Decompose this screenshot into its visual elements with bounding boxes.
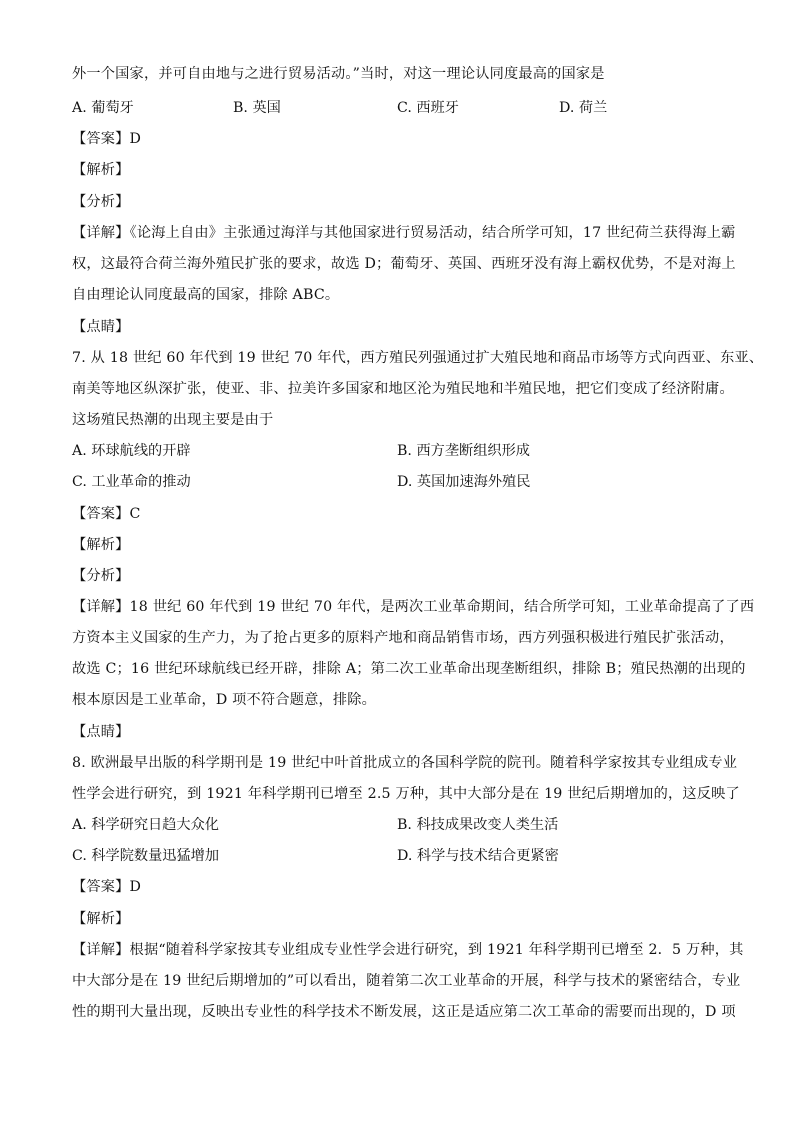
q8-detail-line: 性的期刊大量出现，反映出专业性的科学技术不断发展，这正是适应第二次工革命的需要而出现的，D 项 [72,1004,736,1020]
q6-fenxi: 【分析】 [72,194,130,210]
q6-stem-tail: 外一个国家，并可自由地与之进行贸易活动。”当时，对这一理论认同度最高的国家是 [72,66,605,82]
q8-option-b: B. 科技成果改变人类生活 [397,817,559,833]
q6-option-d: D. 荷兰 [559,100,608,116]
q6-detail-line: 权，这最符合荷兰海外殖民扩张的要求，故选 D；葡萄牙、英国、西班牙没有海上霸权优势，不是对海上 [72,256,736,272]
q7-detail-line: 方资本主义国家的生产力，为了抢占更多的原料产地和商品销售市场，西方列强积极进行殖民扩张活动， [72,630,734,646]
q6-answer: 【答案】D [72,131,142,147]
q7-detail-line: 故选 C；16 世纪环球航线已经开辟，排除 A；第二次工业革命出现垄断组织，排除 B；殖民热潮的出现的 [72,661,746,677]
q7-option-b: B. 西方垄断组织形成 [397,443,530,459]
q8-stem-line: 性学会进行研究，到 1921 年科学期刊已增至 2.5 万种，其中大部分是在 19 世纪后期增加的，这反映了 [72,786,740,802]
q8-detail-line: 【详解】根据“随着科学家按其专业组成专业性学会进行研究，到 1921 年科学期刊已增至 2．5 万种，其 [72,942,744,958]
q7-detail-line: 根本原因是工业革命，D 项不符合题意，排除。 [72,692,377,708]
q7-jiexi: 【解析】 [72,537,130,553]
q7-stem-line: 南美等地区纵深扩张，使亚、非、拉美许多国家和地区沦为殖民地和半殖民地，把它们变成了经济附庸。 [72,381,734,397]
q8-jiexi: 【解析】 [72,911,130,927]
q8-answer: 【答案】D [72,879,142,895]
q6-option-a: A. 葡萄牙 [72,100,134,116]
q6-jiexi: 【解析】 [72,162,130,178]
q7-stem-line: 7. 从 18 世纪 60 年代到 19 世纪 70 年代，西方殖民列强通过扩大殖民地和商品市场等方式向西亚、东亚、 [72,350,764,366]
q7-option-d: D. 英国加速海外殖民 [397,474,531,490]
q7-fenxi: 【分析】 [72,568,130,584]
q6-option-b: B. 英国 [233,100,281,116]
q6-detail-line: 自由理论认同度最高的国家，排除 ABC。 [72,287,340,303]
q6-option-c: C. 西班牙 [397,100,459,116]
q7-option-a: A. 环球航线的开辟 [72,443,191,459]
q8-stem-line: 8. 欧洲最早出版的科学期刊是 19 世纪中叶首批成立的各国科学院的院刊。随着科学家按其专业组成专业 [72,755,738,771]
q7-detail-line: 【详解】18 世纪 60 年代到 19 世纪 70 年代，是两次工业革命期间，结合所学可知，工业革命提高了了西 [72,599,755,615]
q7-stem-line: 这场殖民热潮的出现主要是由于 [72,412,274,428]
q8-option-c: C. 科学院数量迅猛增加 [72,848,220,864]
q7-dianjing: 【点睛】 [72,724,130,740]
q8-detail-line: 中大部分是在 19 世纪后期增加的”可以看出，随着第二次工业革命的开展，科学与技术的紧密结合，专业 [72,973,741,989]
q8-option-d: D. 科学与技术结合更紧密 [397,848,559,864]
q7-answer: 【答案】C [72,506,141,522]
q6-detail-line: 【详解】《论海上自由》主张通过海洋与其他国家进行贸易活动，结合所学可知，17 世纪荷兰获得海上霸 [72,225,736,241]
q7-option-c: C. 工业革命的推动 [72,474,191,490]
q8-option-a: A. 科学研究日趋大众化 [72,817,219,833]
q6-dianjing: 【点睛】 [72,319,130,335]
